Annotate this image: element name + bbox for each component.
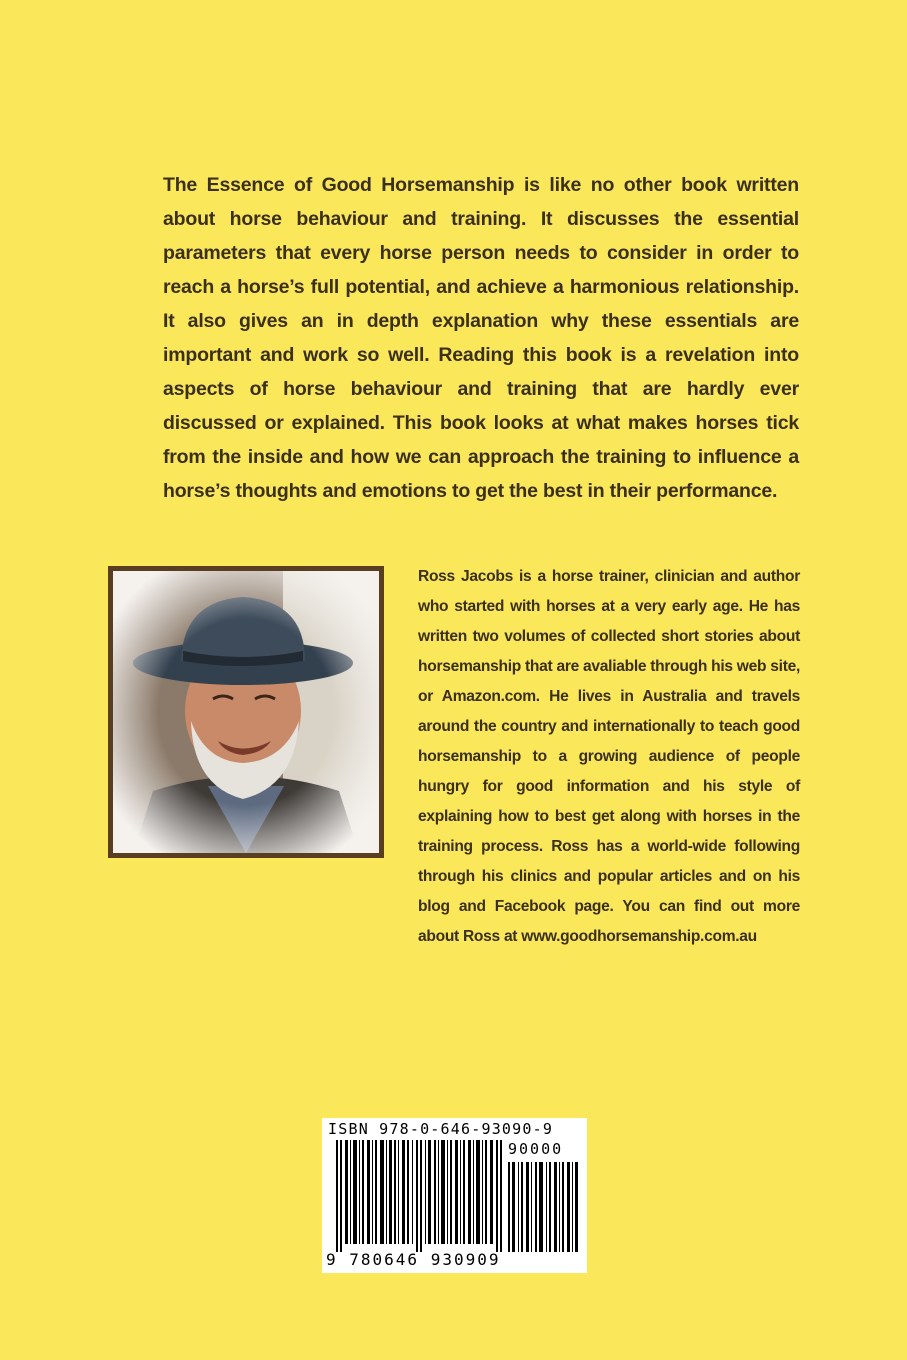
author-portrait-illustration — [113, 571, 379, 853]
author-bio: Ross Jacobs is a horse trainer, clinician and author who started with horses at a very early age. He has written two volumes of collected short stories about horsemanship that are avaliable through his web site, or Amazon.com. He lives in Australia and travels around the country and internationally to teach good horsemanship to a growing audience of people hungry for good information and his style of explaining how to best get along with horses in the training process. Ross has a world-wide following through his clinics and popular articles and on his blog and Facebook page. You can find out more about Ross at www.goodhorsemanship.com.au — [418, 568, 800, 945]
isbn-label: ISBN 978-0-646-93090-9 — [328, 1120, 554, 1138]
ean-digits: 9 780646 930909 — [326, 1250, 501, 1269]
ean-barcode-bars — [336, 1140, 504, 1252]
author-photo-frame — [108, 566, 384, 858]
author-photo — [113, 571, 379, 853]
price-code: 90000 — [508, 1140, 564, 1158]
addon-barcode-bars — [508, 1162, 580, 1252]
book-blurb: The Essence of Good Horsemanship is like no other book written about horse behaviour and training. It discusses the essential parameters that every horse person needs to consider in order to reach a horse’s full potential, and achieve a harmonious relationship. It also gives an in depth explanation why these essentials are important and work so well. Reading this book is a revelation into aspects of horse behaviour and training that are hardly ever discussed or explained. This book looks at what makes horses tick from the inside and how we can approach the training to influence a horse’s thoughts and emotions to get the best in their performance. — [163, 174, 799, 502]
isbn-barcode — [322, 1118, 587, 1273]
